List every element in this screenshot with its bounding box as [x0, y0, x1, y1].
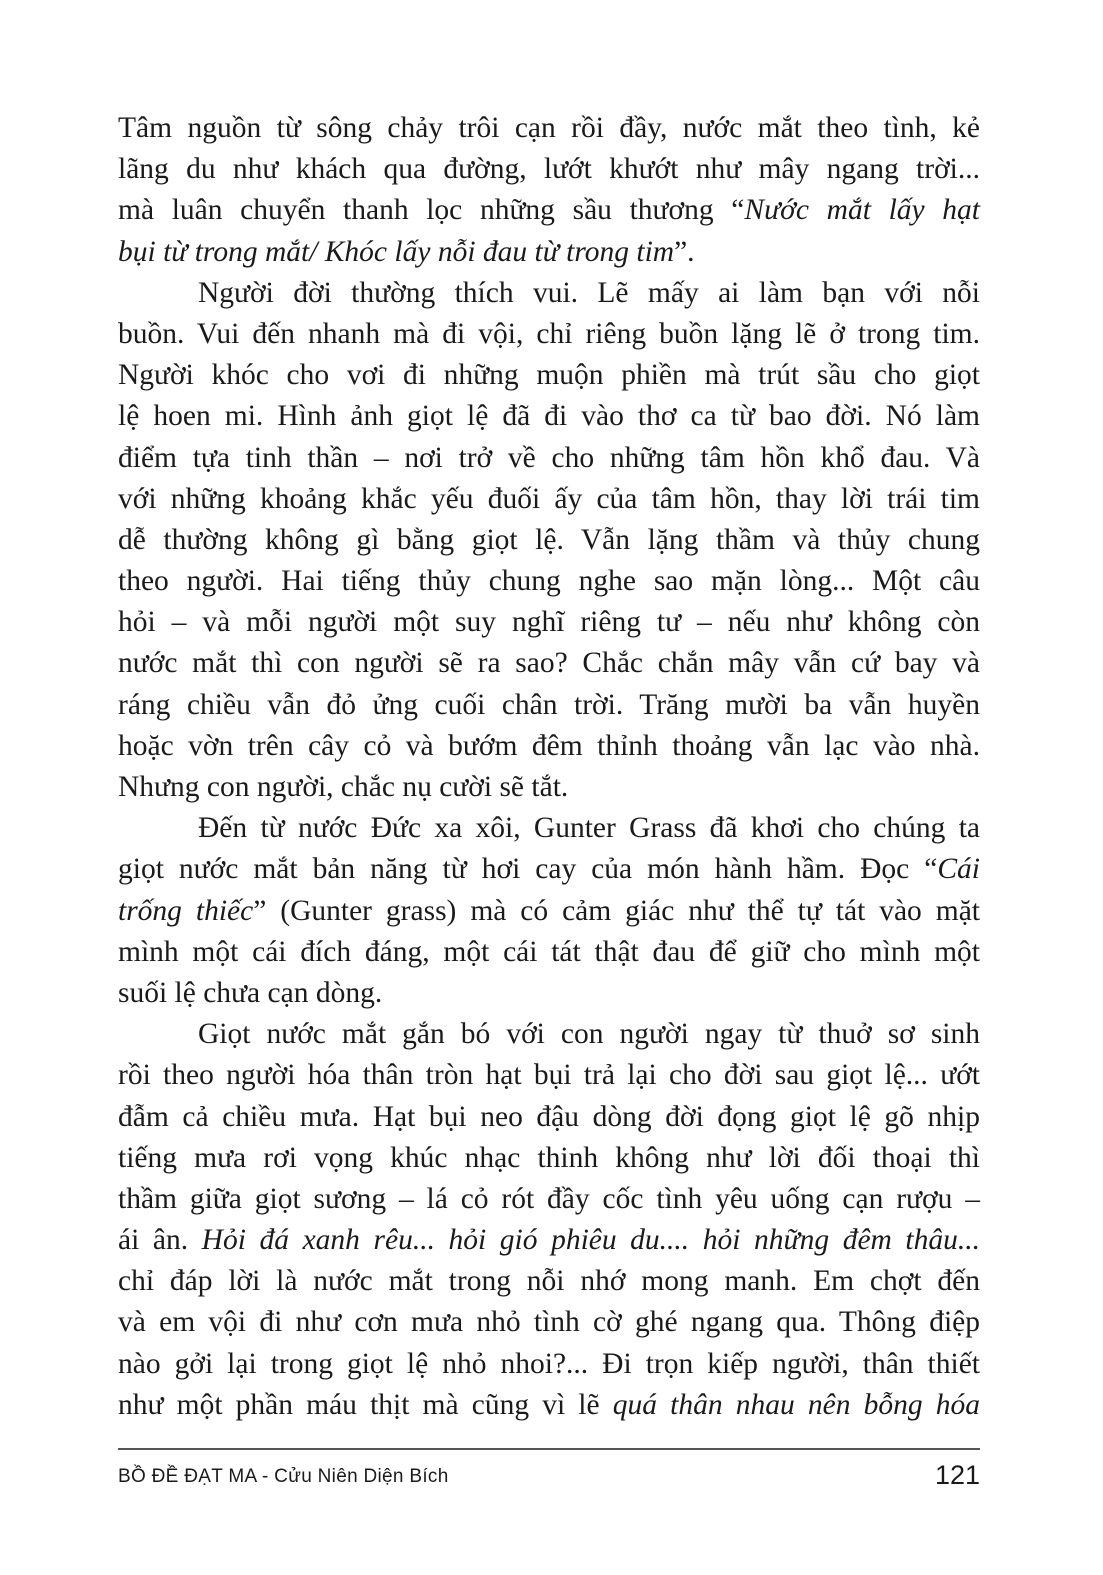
text-segment: buồn. Vui đến nhanh mà đi vội, chỉ riêng buồn lặng lẽ ở trong tim.	[118, 317, 980, 350]
text-segment: hỏi – và mỗi người một suy nghĩ riêng tư – nếu như không còn	[118, 606, 980, 639]
italic-text: quá thân nhau nên bỗng hóa	[612, 1388, 980, 1421]
text-segment: Người đời thường thích vui. Lẽ mấy ai làm bạn với nỗi	[198, 276, 980, 309]
text-segment: Giọt nước mắt gắn bó với con người ngay từ thuở sơ sinh	[198, 1018, 980, 1051]
text-line	[118, 1138, 980, 1179]
text-line	[118, 1302, 980, 1343]
text-segment: suối lệ chưa cạn dòng.	[118, 976, 383, 1009]
page-footer	[118, 1460, 980, 1496]
text-segment: hoặc vờn trên cây cỏ và bướm đêm thỉnh thoảng vẫn lạc vào nhà.	[118, 729, 980, 762]
text-segment: nước mắt thì con người sẽ ra sao? Chắc chắn mây vẫn cứ bay và	[118, 647, 980, 680]
text-line	[118, 643, 980, 684]
text-segment: ” (Gunter grass) mà có cảm giác như thể tự tát vào mặt	[253, 894, 980, 927]
text-line	[118, 849, 980, 890]
italic-text: Cái	[937, 853, 980, 886]
text-segment: rồi theo người hóa thân tròn hạt bụi trả lại cho đời sau giọt lệ... ướt	[118, 1059, 980, 1092]
footer-book-title: BỒ ĐỀ ĐẠT MA - Cửu Niên Diện Bích	[118, 1466, 449, 1487]
text-line	[118, 1261, 980, 1302]
text-line	[118, 808, 980, 849]
text-segment: Đến từ nước Đức xa xôi, Gunter Grass đã khơi cho chúng ta	[198, 812, 980, 845]
text-segment: Người khóc cho vơi đi những muộn phiền mà trút sầu cho giọt	[118, 359, 980, 392]
text-segment: Nhưng con người, chắc nụ cười sẽ tắt.	[118, 771, 569, 803]
text-line	[118, 232, 980, 273]
text-segment: với những khoảng khắc yếu đuối ấy của tâm hồn, thay lời trái tim	[118, 482, 980, 515]
italic-text: Nước mắt lấy hạt	[744, 194, 980, 227]
text-line	[118, 396, 980, 437]
text-line	[118, 1055, 980, 1096]
text-line	[118, 355, 980, 396]
text-segment: dễ thường không gì bằng giọt lệ. Vẫn lặng thầm và thủy chung	[118, 523, 980, 556]
text-segment: nào gởi lại trong giọt lệ nhỏ nhoi?... Đi trọn kiếp người, thân thiết	[118, 1347, 980, 1380]
text-line	[118, 1220, 980, 1261]
text-line	[118, 1014, 980, 1055]
text-line	[118, 314, 980, 355]
text-line	[118, 726, 980, 767]
text-line	[118, 602, 980, 643]
text-line	[118, 1344, 980, 1385]
text-line	[118, 108, 980, 149]
text-line	[118, 438, 980, 479]
text-segment: lãng du như khách qua đường, lướt khướt như mây ngang trời...	[118, 153, 980, 186]
text-segment: mà luân chuyển thanh lọc những sầu thương “	[118, 194, 745, 227]
text-line	[118, 685, 980, 726]
text-line	[118, 561, 980, 602]
text-segment: và em vội đi như cơn mưa nhỏ tình cờ ghé ngang qua. Thông điệp	[118, 1306, 980, 1339]
text-segment: thầm giữa giọt sương – lá cỏ rót đầy cốc tình yêu uống cạn rượu –	[118, 1182, 980, 1215]
text-segment: theo người. Hai tiếng thủy chung nghe sao mặn lòng... Một câu	[118, 565, 980, 598]
text-segment: đẫm cả chiều mưa. Hạt bụi neo đậu dòng đời đọng giọt lệ gõ nhịp	[118, 1100, 980, 1133]
text-line	[118, 520, 980, 561]
text-segment: Tâm nguồn từ sông chảy trôi cạn rồi đầy, nước mắt theo tình, kẻ	[118, 112, 980, 144]
page-number: 121	[934, 1460, 980, 1490]
footer-rule	[118, 1448, 980, 1450]
page-body	[118, 108, 980, 1426]
text-segment: ”.	[674, 235, 695, 268]
text-segment: giọt nước mắt bản năng từ hơi cay của món hành hầm. Đọc “	[118, 853, 938, 886]
text-segment: chỉ đáp lời là nước mắt trong nỗi nhớ mong manh. Em chợt đến	[118, 1265, 980, 1298]
text-line	[118, 273, 980, 314]
italic-text: bụi từ trong mắt/ Khóc lấy nỗi đau từ trong tim	[118, 235, 675, 268]
italic-text: Hỏi đá xanh rêu... hỏi gió phiêu du.... hỏi những đêm thâu...	[201, 1224, 980, 1257]
text-line	[118, 1385, 980, 1426]
text-line	[118, 479, 980, 520]
text-line	[118, 767, 980, 808]
text-line	[118, 932, 980, 973]
text-segment: ái ân.	[118, 1224, 202, 1257]
italic-text: trống thiếc	[118, 894, 254, 927]
text-line	[118, 1097, 980, 1138]
text-line	[118, 149, 980, 190]
text-line	[118, 190, 980, 231]
text-segment: tiếng mưa rơi vọng khúc nhạc thinh không như lời đối thoại thì	[118, 1141, 980, 1174]
text-segment: lệ hoen mi. Hình ảnh giọt lệ đã đi vào thơ ca từ bao đời. Nó làm	[118, 400, 980, 433]
text-line	[118, 891, 980, 932]
text-segment: mình một cái đích đáng, một cái tát thật đau để giữ cho mình một	[118, 935, 980, 968]
text-segment: ráng chiều vẫn đỏ ửng cuối chân trời. Trăng mười ba vẫn huyền	[118, 688, 980, 721]
text-line	[118, 1179, 980, 1220]
text-segment: điểm tựa tinh thần – nơi trở về cho những tâm hồn khổ đau. Và	[118, 441, 980, 474]
text-segment: như một phần máu thịt mà cũng vì lẽ	[118, 1388, 613, 1421]
text-line	[118, 973, 980, 1014]
